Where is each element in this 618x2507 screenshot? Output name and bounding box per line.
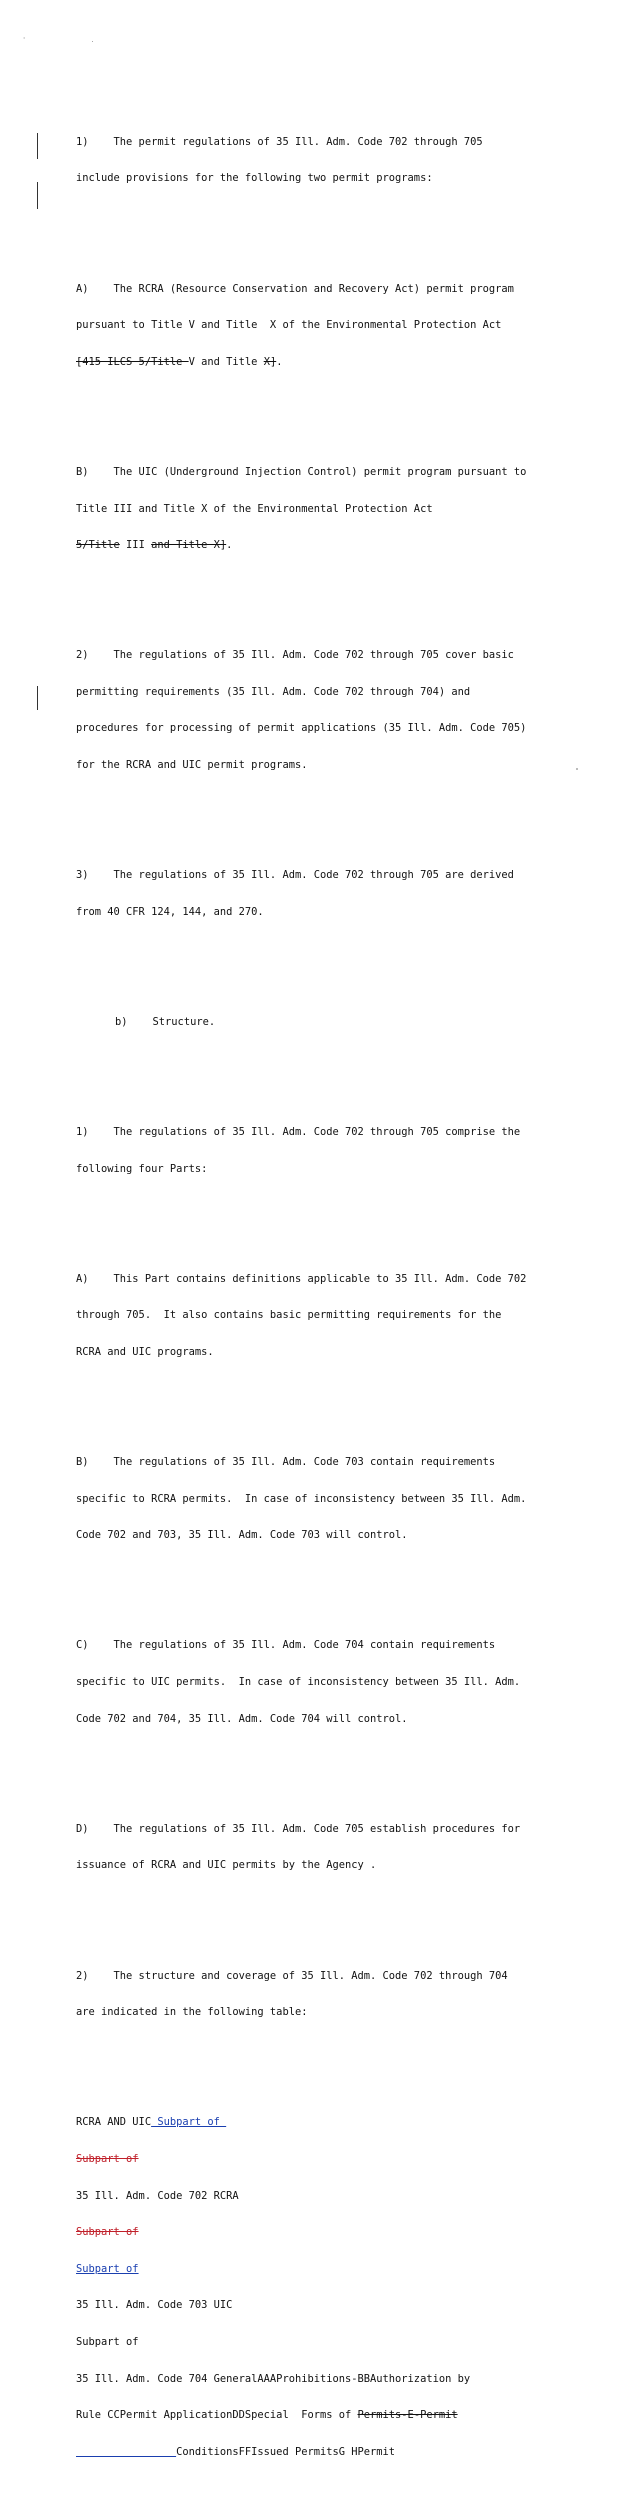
plain-text: . (276, 355, 283, 368)
plain-text: . (226, 539, 233, 552)
paragraph-structure-c (76, 1615, 596, 1749)
paragraph-a-rcra (76, 258, 596, 392)
table-line (76, 2226, 596, 2238)
plain-text: ConditionsFFIssued PermitsG HPermit (176, 2445, 396, 2458)
paragraph-1 (76, 111, 596, 209)
deleted-text: Subpart of (76, 2226, 139, 2239)
revision-bar (37, 686, 38, 710)
text-line: 1) The regulations of 35 Ill. Adm. Code 702 through 705 comprise the (76, 1126, 521, 1139)
text-line: A) This Part contains definitions applicable to 35 Ill. Adm. Code 702 (76, 1272, 527, 1285)
text-line: pursuant to Title V and Title X of the Environmental Protection Act (76, 319, 502, 332)
text-line (76, 539, 596, 551)
text-line: for the RCRA and UIC permit programs. (76, 759, 308, 772)
text-line: include provisions for the following two permit programs: (76, 172, 433, 185)
scan-speck (576, 768, 578, 770)
table-line (76, 2409, 596, 2421)
paragraph-structure-b (76, 1432, 596, 1566)
revision-bar (37, 133, 38, 159)
text-line: B) The UIC (Underground Injection Control) permit program pursuant to (76, 465, 527, 478)
paragraph-structure-1 (76, 1102, 596, 1200)
document-body (76, 87, 596, 2507)
struck-text: and Title X] (151, 539, 227, 552)
struck-text: [415 ILCS 5/Title (76, 355, 189, 368)
text-line: b) Structure. (115, 1015, 216, 1028)
text-line: 3) The regulations of 35 Ill. Adm. Code 702 through 705 are derived (76, 869, 514, 882)
plain-text: RCRA AND UIC (76, 2116, 152, 2129)
text-line: D) The regulations of 35 Ill. Adm. Code 705 establish procedures for (76, 1822, 521, 1835)
text-line: Code 702 and 704, 35 Ill. Adm. Code 704 will control. (76, 1712, 408, 1725)
text-line: specific to RCRA permits. In case of inconsistency between 35 Ill. Adm. (76, 1492, 527, 1505)
struck-text: X] (263, 355, 277, 368)
table-line (76, 2446, 596, 2458)
text-line: are indicated in the following table: (76, 2006, 308, 2019)
struck-text: 5/Title (76, 539, 120, 552)
text-line: RCRA and UIC programs. (76, 1346, 214, 1358)
scan-specks: ' . (22, 36, 125, 44)
table-line (76, 2116, 596, 2128)
structure-table (76, 2092, 596, 2483)
table-line: 35 Ill. Adm. Code 704 GeneralAAAProhibitions-BBAuthorization by (76, 2372, 471, 2385)
text-line: B) The regulations of 35 Ill. Adm. Code 703 contain requirements (76, 1456, 496, 1469)
inserted-text: Subpart of (76, 2262, 139, 2275)
struck-text: Permits-E-Permit (357, 2409, 458, 2422)
text-line: issuance of RCRA and UIC permits by the Agency . (76, 1859, 377, 1872)
revision-bar (37, 182, 38, 209)
text-line: through 705. It also contains basic permitting requirements for the (76, 1309, 502, 1322)
paragraph-structure-a (76, 1248, 596, 1382)
table-line: 35 Ill. Adm. Code 703 UIC (76, 2299, 233, 2312)
paragraph-b-uic (76, 441, 596, 575)
text-line: 2) The structure and coverage of 35 Ill. Adm. Code 702 through 704 (76, 1969, 508, 1982)
table-line: Subpart of (76, 2335, 139, 2348)
text-line: 2) The regulations of 35 Ill. Adm. Code 702 through 705 cover basic (76, 649, 514, 662)
subsection-heading (76, 992, 596, 1053)
text-line: following four Parts: (76, 1162, 208, 1175)
text-line: C) The regulations of 35 Ill. Adm. Code 704 contain requirements (76, 1639, 496, 1652)
plain-text: III (119, 539, 152, 552)
table-line (76, 2153, 596, 2165)
paragraph-3 (76, 845, 596, 943)
text-line: permitting requirements (35 Ill. Adm. Code 702 through 704) and (76, 685, 471, 698)
plain-text: V and Title (188, 355, 264, 368)
paragraph-structure-2 (76, 1945, 596, 2043)
text-line: from 40 CFR 124, 144, and 270. (76, 905, 264, 918)
deleted-text: Subpart of (76, 2152, 139, 2165)
inserted-text (76, 2446, 176, 2458)
paragraph-2 (76, 625, 596, 796)
text-line: 1) The permit regulations of 35 Ill. Adm. Code 702 through 705 (76, 135, 483, 148)
text-line: Title III and Title X of the Environmental Protection Act (76, 502, 433, 515)
paragraph-structure-d (76, 1798, 596, 1896)
text-line: A) The RCRA (Resource Conservation and Recovery Act) permit program (76, 282, 514, 295)
table-line: 35 Ill. Adm. Code 702 RCRA (76, 2189, 239, 2202)
text-line (76, 356, 596, 368)
text-line: procedures for processing of permit applications (35 Ill. Adm. Code 705) (76, 722, 527, 735)
inserted-text: Subpart of (151, 2116, 227, 2129)
text-line: specific to UIC permits. In case of inconsistency between 35 Ill. Adm. (76, 1676, 521, 1689)
text-line: Code 702 and 703, 35 Ill. Adm. Code 703 will control. (76, 1529, 408, 1542)
plain-text: Rule CCPermit ApplicationDDSpecial Forms of (76, 2409, 358, 2422)
table-line (76, 2263, 596, 2275)
